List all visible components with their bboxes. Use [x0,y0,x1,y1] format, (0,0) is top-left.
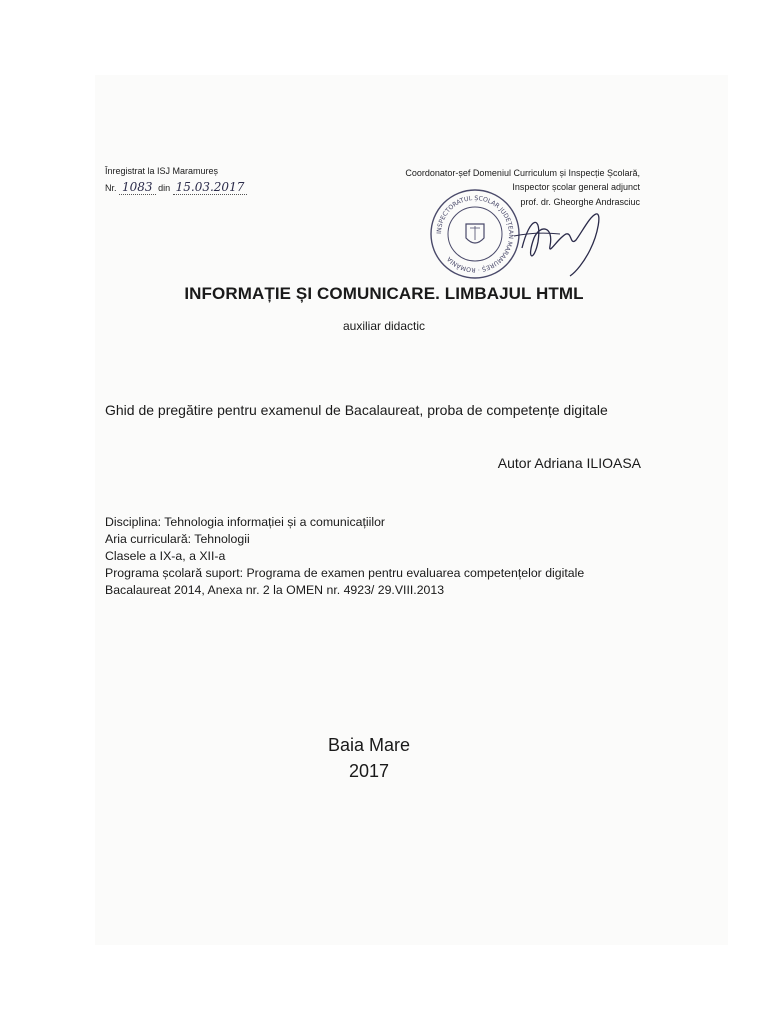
discipline-line: Disciplina: Tehnologia informației și a comunicațiilor [105,515,386,529]
curricular-area-line: Aria curriculară: Tehnologii [105,532,250,546]
registration-line: Înregistrat la ISJ Maramureș [105,166,219,176]
stamp-text: INSPECTORATUL ȘCOLAR JUDEȚEAN MARAMUREȘ · ROMÂNIA [435,194,515,274]
coordinator-title: Coordonator-șef Domeniul Curriculum și Inspecție Școlară, [405,168,640,178]
document-subtitle: auxiliar didactic [342,319,426,333]
city-name: Baia Mare [327,735,411,755]
guide-description: Ghid de pregătire pentru examenul de Bacalaureat, proba de competențe digitale [105,402,608,418]
author-line: Autor Adriana ILIOASA [497,455,641,471]
syllabus-reference-line: Bacalaureat 2014, Anexa nr. 2 la OMEN nr. 4923/ 29.VIII.2013 [105,583,445,597]
nr-label: Nr. [105,183,117,193]
registration-number-line [105,180,247,194]
syllabus-line: Programa școlară suport: Programa de examen pentru evaluarea competențelor digitale [105,566,585,580]
official-stamp-and-signature [430,176,606,288]
inspector-name: prof. dr. Gheorghe Andrasciuc [520,197,640,207]
grades-line: Clasele a IX-a, a XII-a [105,549,226,563]
registration-number: 1083 [119,180,156,195]
inspector-title: Inspector școlar general adjunct [512,182,640,192]
document-title: INFORMAȚIE ȘI COMUNICARE. LIMBAJUL HTML [184,284,584,303]
publication-year: 2017 [348,761,390,781]
handwritten-signature [522,214,599,276]
din-label: din [158,183,171,193]
registration-date: 15.03.2017 [173,180,248,195]
place-and-year [0,732,738,784]
